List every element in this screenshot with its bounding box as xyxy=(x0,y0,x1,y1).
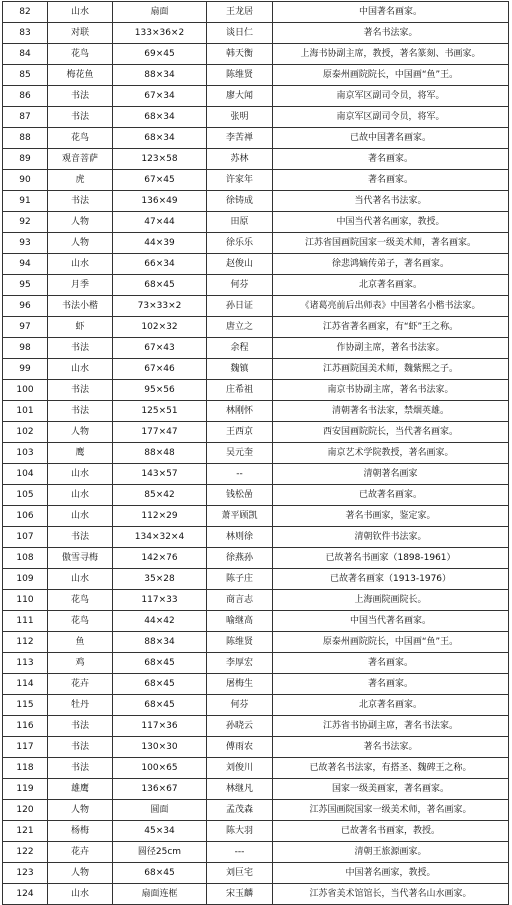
artwork-table xyxy=(2,1,509,905)
category-cell: 梅花鱼 xyxy=(48,65,113,86)
size-cell: 67×46 xyxy=(113,359,207,380)
table-row xyxy=(3,548,509,569)
note-cell: 南京书协副主席，著名书法家。 xyxy=(273,380,509,401)
artist-cell: 林继凡 xyxy=(207,779,273,800)
note-cell: 江苏省国画院国家一级美术师，著名画家。 xyxy=(273,233,509,254)
note-cell: 江苏画院国美术师，魏紫熙之子。 xyxy=(273,359,509,380)
artist-cell: 萧平顾凯 xyxy=(207,506,273,527)
table-row xyxy=(3,821,509,842)
size-cell: 扇面连框 xyxy=(113,884,207,905)
row-number: 91 xyxy=(3,191,48,212)
size-cell: 177×47 xyxy=(113,422,207,443)
note-cell: 江苏省书协副主席，著名书法家。 xyxy=(273,716,509,737)
note-cell: 清朝王旅源画家。 xyxy=(273,842,509,863)
table-row xyxy=(3,401,509,422)
size-cell: 136×67 xyxy=(113,779,207,800)
artist-cell: 屠梅生 xyxy=(207,674,273,695)
note-cell: 西安国画院院长，当代著名画家。 xyxy=(273,422,509,443)
category-cell: 书法 xyxy=(48,380,113,401)
row-number: 117 xyxy=(3,737,48,758)
artist-cell: 陈大羽 xyxy=(207,821,273,842)
artist-cell: 王龙居 xyxy=(207,2,273,23)
table-row xyxy=(3,317,509,338)
artist-cell: 傅雨农 xyxy=(207,737,273,758)
row-number: 104 xyxy=(3,464,48,485)
size-cell: 85×42 xyxy=(113,485,207,506)
category-cell: 观音菩萨 xyxy=(48,149,113,170)
artist-cell: 唐立之 xyxy=(207,317,273,338)
category-cell: 山水 xyxy=(48,2,113,23)
note-cell: 《诸葛亮前后出师表》中国著名小楷书法家。 xyxy=(273,296,509,317)
table-row xyxy=(3,674,509,695)
artist-cell: 张明 xyxy=(207,107,273,128)
row-number: 109 xyxy=(3,569,48,590)
note-cell: 中国著名画家。 xyxy=(273,2,509,23)
category-cell: 山水 xyxy=(48,569,113,590)
size-cell: 68×34 xyxy=(113,128,207,149)
category-cell: 山水 xyxy=(48,884,113,905)
table-row xyxy=(3,2,509,23)
size-cell: 67×34 xyxy=(113,86,207,107)
artwork-catalog-sheet xyxy=(2,1,508,899)
row-number: 92 xyxy=(3,212,48,233)
category-cell: 杨梅 xyxy=(48,821,113,842)
note-cell: 徐悲鸿嫡传弟子，著名画家。 xyxy=(273,254,509,275)
artist-cell: 刘俊川 xyxy=(207,758,273,779)
category-cell: 鹰 xyxy=(48,443,113,464)
table-row xyxy=(3,191,509,212)
size-cell: 123×58 xyxy=(113,149,207,170)
table-row xyxy=(3,863,509,884)
size-cell: 圆面 xyxy=(113,800,207,821)
artist-cell: 陈维贤 xyxy=(207,632,273,653)
table-row xyxy=(3,653,509,674)
note-cell: 著名画家。 xyxy=(273,170,509,191)
table-row xyxy=(3,779,509,800)
size-cell: 136×49 xyxy=(113,191,207,212)
artist-cell: 钱松喦 xyxy=(207,485,273,506)
table-row xyxy=(3,506,509,527)
size-cell: 88×48 xyxy=(113,443,207,464)
category-cell: 人物 xyxy=(48,233,113,254)
row-number: 89 xyxy=(3,149,48,170)
category-cell: 傲雪寻梅 xyxy=(48,548,113,569)
size-cell: 130×30 xyxy=(113,737,207,758)
note-cell: 中国当代著名画家，教授。 xyxy=(273,212,509,233)
note-cell: 原泰州画院院长，中国画“鱼”王。 xyxy=(273,632,509,653)
artist-cell: 徐铸成 xyxy=(207,191,273,212)
row-number: 106 xyxy=(3,506,48,527)
artist-cell: 孟茂森 xyxy=(207,800,273,821)
artist-cell: 孙日证 xyxy=(207,296,273,317)
artist-cell: 李厚宏 xyxy=(207,653,273,674)
artist-cell: 吴元奎 xyxy=(207,443,273,464)
artist-cell: 廖大闻 xyxy=(207,86,273,107)
table-row xyxy=(3,44,509,65)
row-number: 115 xyxy=(3,695,48,716)
category-cell: 山水 xyxy=(48,485,113,506)
size-cell: 102×32 xyxy=(113,317,207,338)
table-row xyxy=(3,338,509,359)
artwork-rows xyxy=(3,2,509,905)
artist-cell: 魏镇 xyxy=(207,359,273,380)
note-cell: 中国著名画家，教授。 xyxy=(273,863,509,884)
artist-cell: 林刚怀 xyxy=(207,401,273,422)
row-number: 111 xyxy=(3,611,48,632)
size-cell: 88×34 xyxy=(113,632,207,653)
row-number: 119 xyxy=(3,779,48,800)
artist-cell: 陈维贤 xyxy=(207,65,273,86)
table-row xyxy=(3,107,509,128)
category-cell: 山水 xyxy=(48,464,113,485)
note-cell: 南京军区副司令员，将军。 xyxy=(273,86,509,107)
note-cell: 原泰州画院院长，中国画“鱼”王。 xyxy=(273,65,509,86)
category-cell: 花卉 xyxy=(48,842,113,863)
category-cell: 虾 xyxy=(48,317,113,338)
table-row xyxy=(3,65,509,86)
artist-cell: 许家年 xyxy=(207,170,273,191)
row-number: 102 xyxy=(3,422,48,443)
note-cell: 上海画院画院长。 xyxy=(273,590,509,611)
note-cell: 北京著名画家。 xyxy=(273,275,509,296)
note-cell: 江苏省美术馆馆长，当代著名山水画家。 xyxy=(273,884,509,905)
category-cell: 花鸟 xyxy=(48,590,113,611)
table-row xyxy=(3,149,509,170)
row-number: 107 xyxy=(3,527,48,548)
table-row xyxy=(3,23,509,44)
category-cell: 月季 xyxy=(48,275,113,296)
table-row xyxy=(3,758,509,779)
category-cell: 对联 xyxy=(48,23,113,44)
table-row xyxy=(3,464,509,485)
note-cell: 南京艺术学院教授，著名画家。 xyxy=(273,443,509,464)
note-cell: 江苏国画院国家一级美术师，著名画家。 xyxy=(273,800,509,821)
artist-cell: 商言志 xyxy=(207,590,273,611)
size-cell: 67×45 xyxy=(113,170,207,191)
note-cell: 清朝著名书法家，禁烟英雄。 xyxy=(273,401,509,422)
table-row xyxy=(3,212,509,233)
table-row xyxy=(3,632,509,653)
category-cell: 书法 xyxy=(48,716,113,737)
category-cell: 书法 xyxy=(48,191,113,212)
size-cell: 35×28 xyxy=(113,569,207,590)
table-row xyxy=(3,590,509,611)
row-number: 95 xyxy=(3,275,48,296)
size-cell: 68×45 xyxy=(113,863,207,884)
category-cell: 书法 xyxy=(48,737,113,758)
note-cell: 北京著名画家。 xyxy=(273,695,509,716)
row-number: 120 xyxy=(3,800,48,821)
row-number: 85 xyxy=(3,65,48,86)
row-number: 121 xyxy=(3,821,48,842)
artist-cell: 徐乐乐 xyxy=(207,233,273,254)
row-number: 82 xyxy=(3,2,48,23)
note-cell: 已故著名画家。 xyxy=(273,485,509,506)
size-cell: 66×34 xyxy=(113,254,207,275)
size-cell: 圆径25cm xyxy=(113,842,207,863)
artist-cell: --- xyxy=(207,842,273,863)
category-cell: 书法 xyxy=(48,107,113,128)
category-cell: 书法小楷 xyxy=(48,296,113,317)
category-cell: 山水 xyxy=(48,506,113,527)
row-number: 84 xyxy=(3,44,48,65)
note-cell: 已故著名书法家，有搭圣、魏碑王之称。 xyxy=(273,758,509,779)
artist-cell: 何芬 xyxy=(207,275,273,296)
size-cell: 73×33×2 xyxy=(113,296,207,317)
category-cell: 书法 xyxy=(48,86,113,107)
row-number: 100 xyxy=(3,380,48,401)
row-number: 124 xyxy=(3,884,48,905)
note-cell: 清朝著名画家 xyxy=(273,464,509,485)
row-number: 90 xyxy=(3,170,48,191)
row-number: 96 xyxy=(3,296,48,317)
row-number: 110 xyxy=(3,590,48,611)
size-cell: 142×76 xyxy=(113,548,207,569)
category-cell: 花鸟 xyxy=(48,611,113,632)
size-cell: 125×51 xyxy=(113,401,207,422)
note-cell: 江苏省著名画家，有“虾”王之称。 xyxy=(273,317,509,338)
row-number: 99 xyxy=(3,359,48,380)
row-number: 103 xyxy=(3,443,48,464)
size-cell: 扇面 xyxy=(113,2,207,23)
table-row xyxy=(3,233,509,254)
size-cell: 134×32×4 xyxy=(113,527,207,548)
category-cell: 牡丹 xyxy=(48,695,113,716)
table-row xyxy=(3,170,509,191)
size-cell: 95×56 xyxy=(113,380,207,401)
size-cell: 117×36 xyxy=(113,716,207,737)
size-cell: 68×45 xyxy=(113,674,207,695)
category-cell: 鸡 xyxy=(48,653,113,674)
note-cell: 中国当代著名画家。 xyxy=(273,611,509,632)
table-row xyxy=(3,485,509,506)
note-cell: 南京军区副司令员，将军。 xyxy=(273,107,509,128)
row-number: 87 xyxy=(3,107,48,128)
row-number: 108 xyxy=(3,548,48,569)
row-number: 97 xyxy=(3,317,48,338)
category-cell: 山水 xyxy=(48,254,113,275)
note-cell: 上海书协副主席，教授，著名篆刻、书画家。 xyxy=(273,44,509,65)
table-row xyxy=(3,569,509,590)
note-cell: 清朝钦件书法家。 xyxy=(273,527,509,548)
artist-cell: 余程 xyxy=(207,338,273,359)
row-number: 93 xyxy=(3,233,48,254)
size-cell: 47×44 xyxy=(113,212,207,233)
category-cell: 人物 xyxy=(48,863,113,884)
category-cell: 书法 xyxy=(48,527,113,548)
row-number: 122 xyxy=(3,842,48,863)
note-cell: 著名书法家。 xyxy=(273,23,509,44)
table-row xyxy=(3,527,509,548)
size-cell: 69×45 xyxy=(113,44,207,65)
size-cell: 68×34 xyxy=(113,107,207,128)
size-cell: 143×57 xyxy=(113,464,207,485)
table-row xyxy=(3,737,509,758)
note-cell: 著名画家。 xyxy=(273,674,509,695)
category-cell: 花鸟 xyxy=(48,44,113,65)
note-cell: 已故著名书画家，教授。 xyxy=(273,821,509,842)
table-row xyxy=(3,611,509,632)
note-cell: 已故中国著名画家。 xyxy=(273,128,509,149)
category-cell: 山水 xyxy=(48,359,113,380)
category-cell: 花卉 xyxy=(48,674,113,695)
row-number: 113 xyxy=(3,653,48,674)
table-row xyxy=(3,296,509,317)
row-number: 112 xyxy=(3,632,48,653)
row-number: 105 xyxy=(3,485,48,506)
size-cell: 117×33 xyxy=(113,590,207,611)
category-cell: 花鸟 xyxy=(48,128,113,149)
table-row xyxy=(3,422,509,443)
note-cell: 著名书法家。 xyxy=(273,737,509,758)
artist-cell: 刘巨宅 xyxy=(207,863,273,884)
size-cell: 45×34 xyxy=(113,821,207,842)
artist-cell: 韩天衡 xyxy=(207,44,273,65)
table-row xyxy=(3,842,509,863)
note-cell: 著名画家。 xyxy=(273,653,509,674)
table-row xyxy=(3,716,509,737)
table-row xyxy=(3,800,509,821)
table-row xyxy=(3,86,509,107)
table-row xyxy=(3,254,509,275)
artist-cell: 喻继高 xyxy=(207,611,273,632)
table-row xyxy=(3,380,509,401)
artist-cell: 庄希祖 xyxy=(207,380,273,401)
category-cell: 书法 xyxy=(48,401,113,422)
note-cell: 作协副主席，著名书法家。 xyxy=(273,338,509,359)
row-number: 118 xyxy=(3,758,48,779)
table-row xyxy=(3,443,509,464)
artist-cell: 王西京 xyxy=(207,422,273,443)
category-cell: 虎 xyxy=(48,170,113,191)
row-number: 114 xyxy=(3,674,48,695)
note-cell: 已故著名画家（1913-1976） xyxy=(273,569,509,590)
note-cell: 著名书画家，鉴定家。 xyxy=(273,506,509,527)
artist-cell: 田原 xyxy=(207,212,273,233)
note-cell: 已故著名书画家（1898-1961） xyxy=(273,548,509,569)
size-cell: 133×36×2 xyxy=(113,23,207,44)
artist-cell: 何芬 xyxy=(207,695,273,716)
artist-cell: 孙晓云 xyxy=(207,716,273,737)
category-cell: 雄鹰 xyxy=(48,779,113,800)
row-number: 98 xyxy=(3,338,48,359)
table-row xyxy=(3,359,509,380)
artist-cell: 谈日仁 xyxy=(207,23,273,44)
table-row xyxy=(3,128,509,149)
artist-cell: 李苦禅 xyxy=(207,128,273,149)
size-cell: 100×65 xyxy=(113,758,207,779)
artist-cell: 徐燕孙 xyxy=(207,548,273,569)
note-cell: 著名画家。 xyxy=(273,149,509,170)
category-cell: 鱼 xyxy=(48,632,113,653)
table-row xyxy=(3,695,509,716)
row-number: 116 xyxy=(3,716,48,737)
size-cell: 68×45 xyxy=(113,275,207,296)
size-cell: 112×29 xyxy=(113,506,207,527)
category-cell: 人物 xyxy=(48,800,113,821)
size-cell: 68×45 xyxy=(113,695,207,716)
size-cell: 44×39 xyxy=(113,233,207,254)
table-row xyxy=(3,884,509,905)
row-number: 94 xyxy=(3,254,48,275)
category-cell: 人物 xyxy=(48,212,113,233)
category-cell: 书法 xyxy=(48,758,113,779)
size-cell: 44×42 xyxy=(113,611,207,632)
category-cell: 书法 xyxy=(48,338,113,359)
size-cell: 88×34 xyxy=(113,65,207,86)
artist-cell: -- xyxy=(207,464,273,485)
category-cell: 人物 xyxy=(48,422,113,443)
artist-cell: 宋玉麟 xyxy=(207,884,273,905)
row-number: 123 xyxy=(3,863,48,884)
table-row xyxy=(3,275,509,296)
row-number: 83 xyxy=(3,23,48,44)
size-cell: 68×45 xyxy=(113,653,207,674)
artist-cell: 林则徐 xyxy=(207,527,273,548)
artist-cell: 苏林 xyxy=(207,149,273,170)
row-number: 88 xyxy=(3,128,48,149)
row-number: 101 xyxy=(3,401,48,422)
artist-cell: 陈子庄 xyxy=(207,569,273,590)
note-cell: 当代著名书法家。 xyxy=(273,191,509,212)
artist-cell: 赵俊山 xyxy=(207,254,273,275)
note-cell: 国家一级美画家，著名画家。 xyxy=(273,779,509,800)
row-number: 86 xyxy=(3,86,48,107)
size-cell: 67×43 xyxy=(113,338,207,359)
